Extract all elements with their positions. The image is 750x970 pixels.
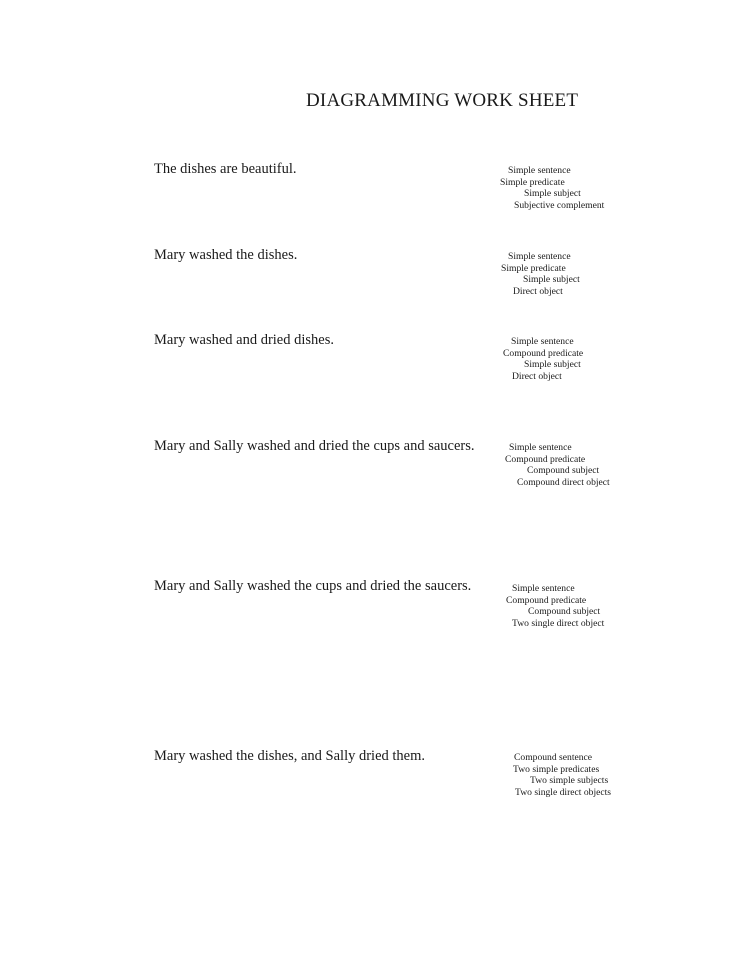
- exercise-sentence: The dishes are beautiful.: [154, 161, 297, 177]
- note-predicate: Compound predicate: [505, 453, 586, 465]
- note-sentence-type: Simple sentence: [512, 583, 575, 594]
- note-subject: Two simple subjects: [530, 775, 609, 787]
- exercise-sentence: Mary washed the dishes, and Sally dried them.: [154, 748, 426, 764]
- note-sentence-type: Compound sentence: [514, 752, 593, 763]
- exercise-notes: [501, 251, 580, 297]
- exercise-notes: [505, 442, 610, 488]
- page-title: DIAGRAMMING WORK SHEET: [306, 90, 579, 111]
- note-sentence-type: Simple sentence: [511, 336, 574, 347]
- note-subject: Simple subject: [524, 188, 581, 200]
- note-predicate: Two simple predicates: [513, 763, 600, 775]
- note-subject: Simple subject: [524, 359, 581, 371]
- note-object: Direct object: [512, 370, 562, 382]
- note-predicate: Compound predicate: [506, 594, 587, 606]
- exercise-sentence: Mary and Sally washed the cups and dried the saucers.: [154, 578, 472, 594]
- note-predicate: Compound predicate: [503, 347, 584, 359]
- note-subject: Compound subject: [527, 465, 600, 477]
- exercise-notes: [503, 336, 583, 382]
- note-predicate: Simple predicate: [500, 176, 565, 188]
- note-object: Direct object: [513, 285, 563, 297]
- exercise-notes: [513, 752, 611, 798]
- note-sentence-type: Simple sentence: [508, 251, 571, 262]
- exercise-sentence: Mary and Sally washed and dried the cups and saucers.: [154, 438, 475, 454]
- exercise-sentence: Mary washed and dried dishes.: [154, 332, 334, 348]
- note-complement: Subjective complement: [514, 199, 605, 211]
- note-sentence-type: Simple sentence: [509, 442, 572, 453]
- exercise-notes: [500, 165, 604, 211]
- note-sentence-type: Simple sentence: [508, 165, 571, 176]
- note-subject: Compound subject: [528, 606, 601, 618]
- note-predicate: Simple predicate: [501, 262, 566, 274]
- note-object: Two single direct object: [512, 617, 605, 629]
- note-object: Compound direct object: [517, 476, 610, 488]
- note-object: Two single direct objects: [515, 786, 612, 798]
- exercise-sentence: Mary washed the dishes.: [154, 247, 298, 263]
- note-subject: Simple subject: [523, 274, 580, 286]
- exercise-notes: [506, 583, 604, 629]
